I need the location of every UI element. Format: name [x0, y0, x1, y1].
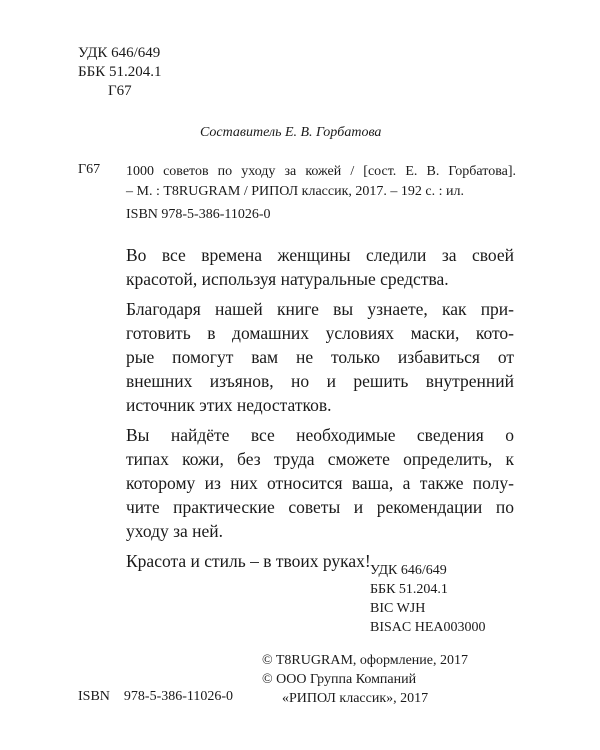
author-mark: Г67	[108, 83, 132, 99]
annotation-line: красотой, используя натуральные средства.	[126, 269, 449, 289]
bic-code: BIC WJH	[370, 601, 426, 616]
bibliographic-line: 1000 советов по уходу за кожей / [сост. Е. В. Горбатова].	[126, 164, 516, 179]
annotation-line: чите практические советы и рекомендации по	[126, 497, 514, 517]
annotation-line: источник этих недостатков.	[126, 395, 332, 415]
bibliographic-author-mark: Г67	[78, 162, 101, 177]
annotation-line: Красота и стиль – в твоих руках!	[126, 551, 371, 571]
annotation-line: уходу за ней.	[126, 521, 224, 541]
compiler-credit: Составитель Е. В. Горбатова	[200, 125, 382, 140]
isbn-label: ISBN	[78, 689, 110, 704]
bibliographic-line: – М. : T8RUGRAM / РИПОЛ классик, 2017. – 192 с. : ил.	[126, 184, 464, 199]
annotation-paragraph	[126, 423, 514, 543]
annotation-line: внешних изъянов, но и решить внутренний	[126, 371, 514, 391]
copyright-block	[262, 651, 468, 708]
bbk-code: ББК 51.204.1	[78, 64, 162, 80]
copyright-line: © ООО Группа Компаний	[262, 672, 417, 687]
isbn-footer	[78, 689, 233, 705]
annotation-line: Во все времена женщины следили за своей	[126, 245, 514, 265]
annotation-paragraph	[126, 297, 514, 417]
isbn-number: 978-5-386-11026-0	[123, 689, 234, 704]
isbn-line: ISBN 978-5-386-11026-0	[126, 207, 271, 222]
annotation-line: Благодаря нашей книге вы узнаете, как при-	[126, 299, 514, 319]
annotation-paragraph	[126, 243, 514, 291]
udk-code: УДК 646/649	[370, 563, 447, 578]
annotation-line: типах кожи, без труда сможете определить, к	[126, 449, 514, 469]
footer-classification-codes	[370, 561, 486, 637]
annotation-line: Вы найдёте все необходимые сведения о	[126, 425, 514, 445]
header-classification-codes	[78, 44, 161, 101]
udk-code: УДК 646/649	[78, 45, 161, 61]
bibliographic-record	[126, 162, 516, 202]
bisac-code: BISAC HEA003000	[370, 620, 486, 635]
annotation	[126, 243, 514, 579]
annotation-line: рые помогут вам не только избавиться от	[126, 347, 514, 367]
bbk-code: ББК 51.204.1	[370, 582, 448, 597]
copyright-line: «РИПОЛ классик», 2017	[282, 691, 429, 706]
annotation-line: готовить в домашних условиях маски, кото-	[126, 323, 514, 343]
annotation-line: которому из них относится ваша, а также полу-	[126, 473, 514, 493]
copyright-line: © T8RUGRAM, оформление, 2017	[262, 653, 469, 668]
